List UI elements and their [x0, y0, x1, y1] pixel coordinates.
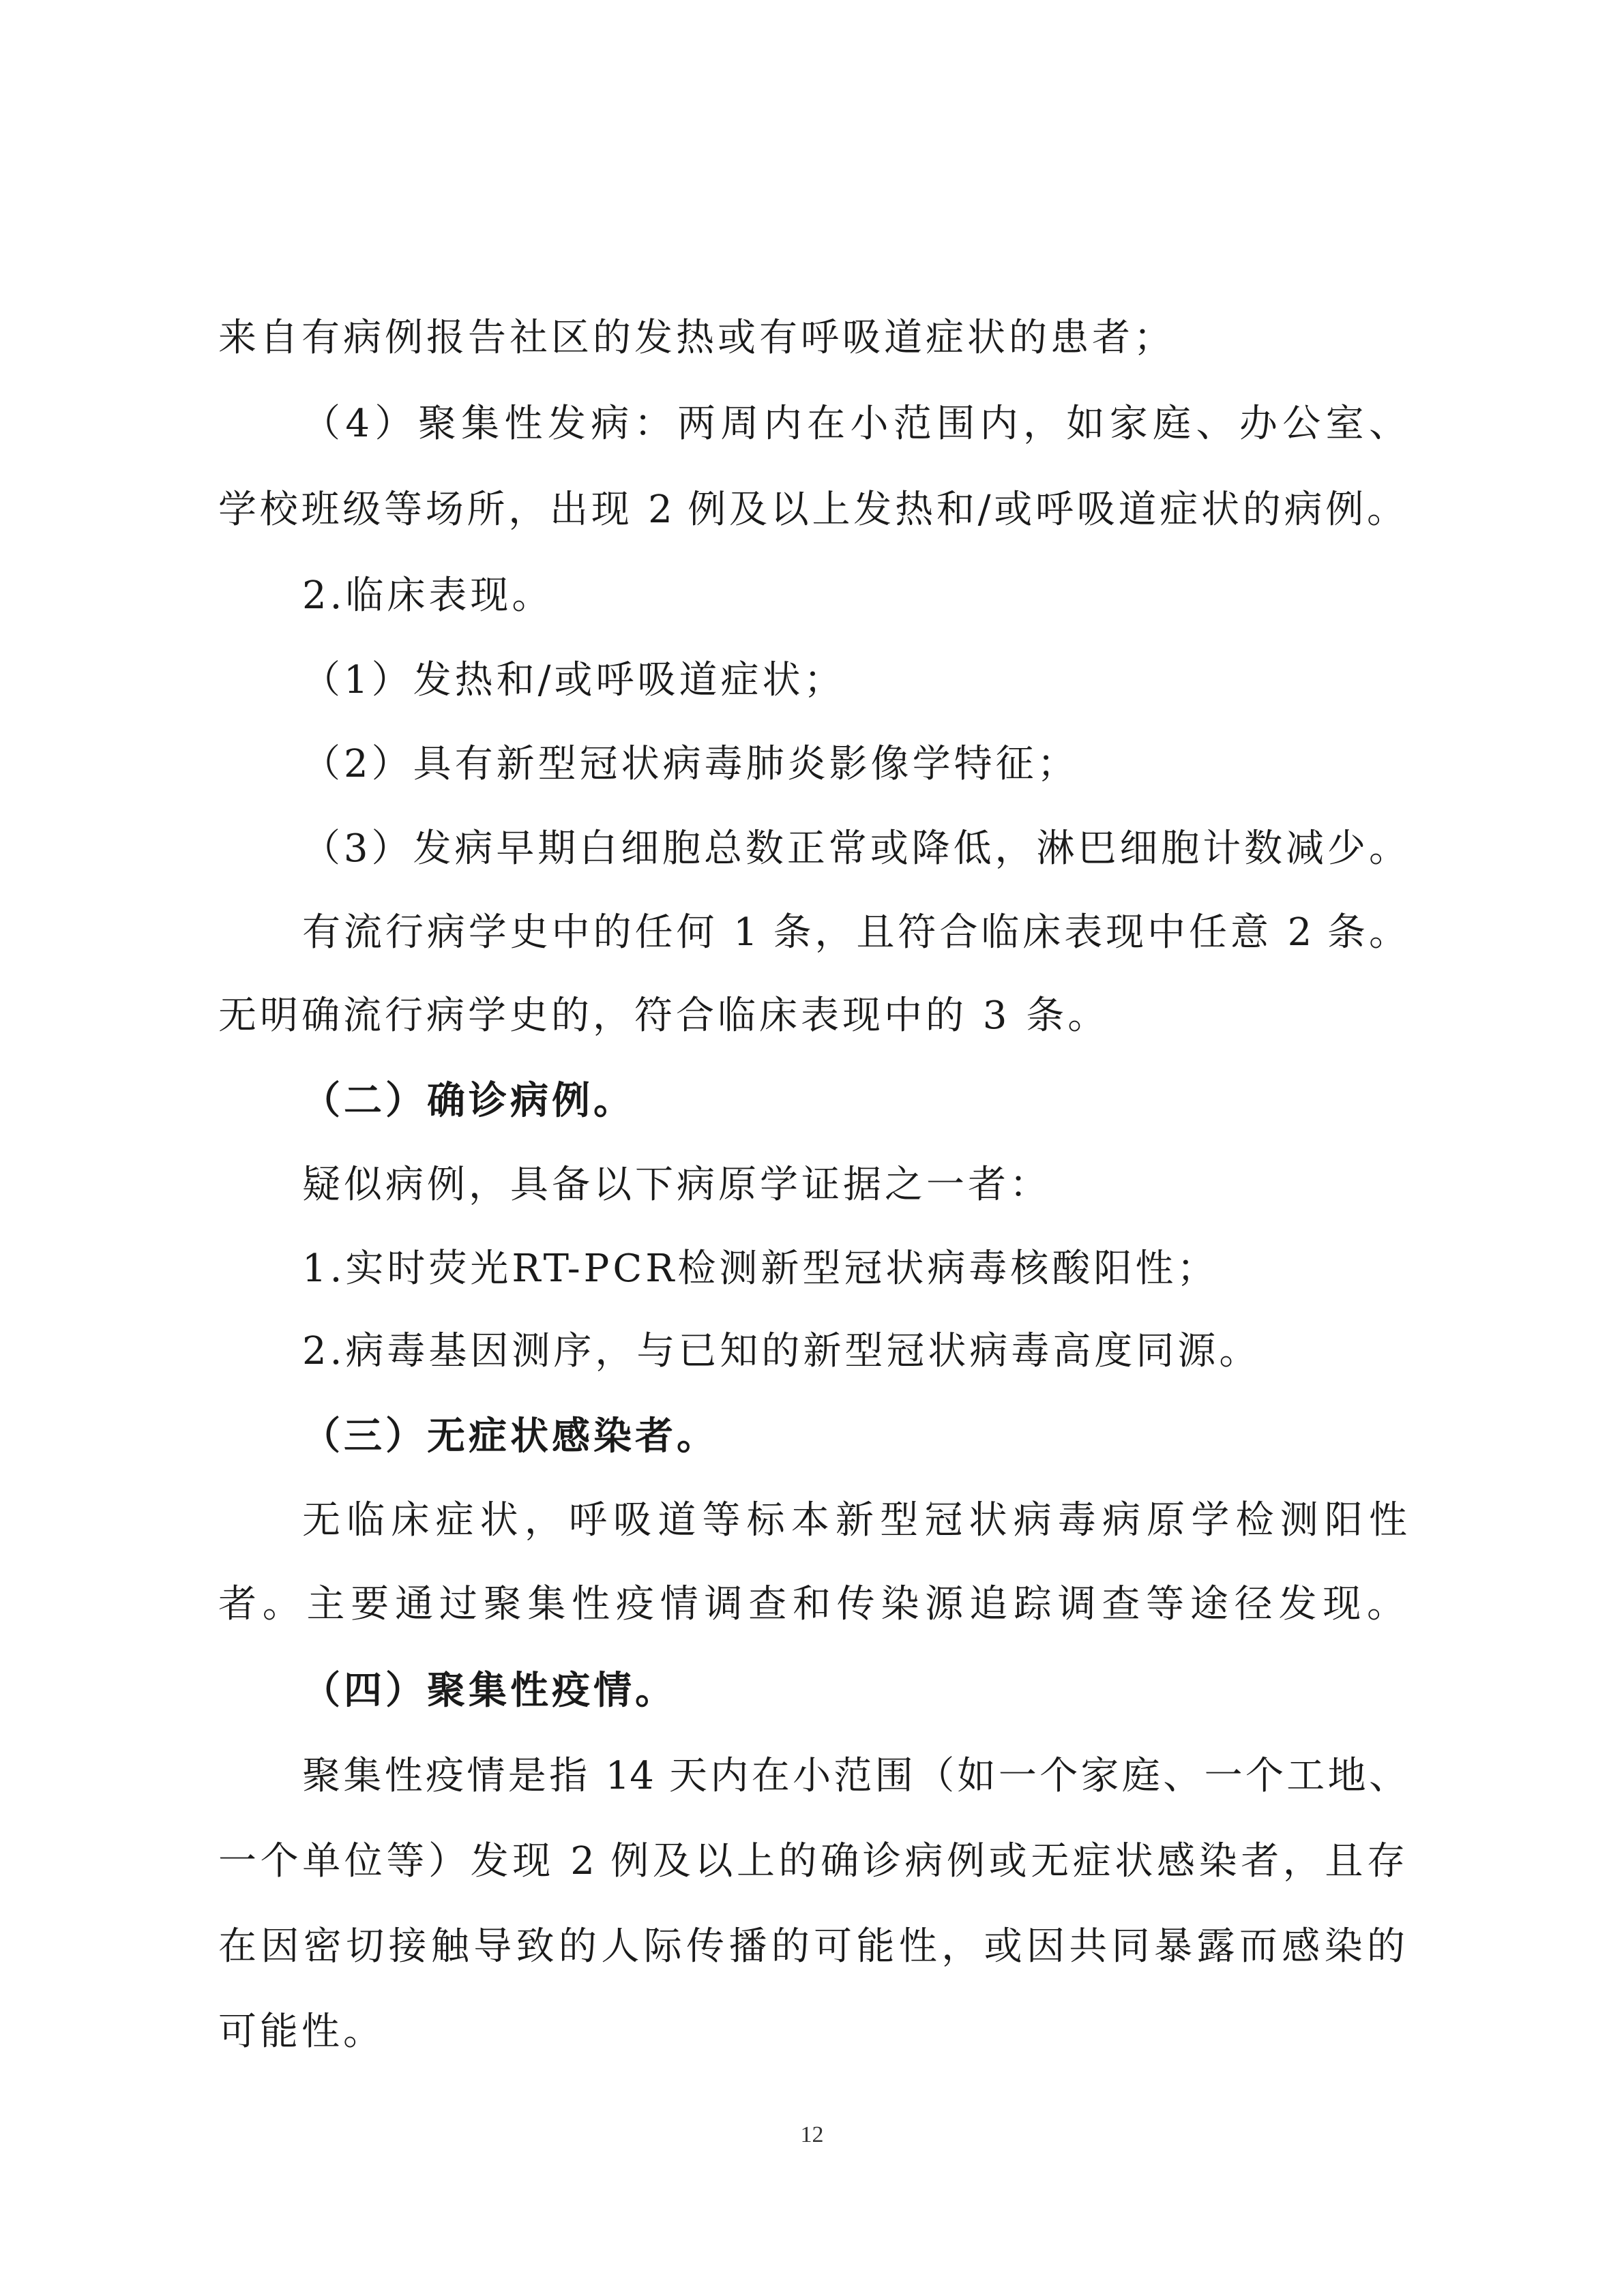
text-line: 有流行病学史中的任何 1 条，且符合临床表现中任意 2 条。: [302, 910, 1407, 955]
text-line: 可能性。: [218, 2010, 385, 2054]
text-line: 来自有病例报告社区的发热或有呼吸道症状的患者；: [218, 316, 1175, 360]
section-heading: （四）聚集性疫情。: [302, 1668, 677, 1713]
section-heading: （二）确诊病例。: [302, 1078, 635, 1123]
text-line: （3）发病早期白细胞总数正常或降低，淋巴细胞计数减少。: [302, 826, 1407, 871]
text-line: 学校班级等场所，出现 2 例及以上发热和/或呼吸道症状的病例。: [218, 488, 1405, 532]
text-line: 聚集性疫情是指 14 天内在小范围（如一个家庭、一个工地、: [302, 1754, 1407, 1798]
page-number: 12: [800, 2122, 824, 2147]
text-line: 2.临床表现。: [302, 573, 554, 618]
text-line: 一个单位等）发现 2 例及以上的确诊病例或无症状感染者，且存: [218, 1839, 1405, 1883]
text-line: 无明确流行病学史的，符合临床表现中的 3 条。: [218, 994, 1110, 1038]
text-line: （4）聚集性发病：两周内在小范围内，如家庭、办公室、: [302, 402, 1407, 446]
text-line: 无临床症状，呼吸道等标本新型冠状病毒病原学检测阳性: [302, 1498, 1407, 1542]
text-line: 1.实时荧光RT-PCR检测新型冠状病毒核酸阳性；: [302, 1247, 1219, 1291]
text-line: 2.病毒基因测序，与已知的新型冠状病毒高度同源。: [302, 1329, 1261, 1373]
section-heading: （三）无症状感染者。: [302, 1414, 718, 1459]
text-line: 疑似病例，具备以下病原学证据之一者：: [302, 1163, 1051, 1207]
text-line: 者。主要通过聚集性疫情调查和传染源追踪调查等途径发现。: [218, 1582, 1405, 1626]
text-line: 在因密切接触导致的人际传播的可能性，或因共同暴露而感染的: [218, 1924, 1405, 1969]
text-line: （2）具有新型冠状病毒肺炎影像学特征；: [302, 742, 1079, 786]
text-line: （1）发热和/或呼吸道症状；: [302, 658, 846, 702]
